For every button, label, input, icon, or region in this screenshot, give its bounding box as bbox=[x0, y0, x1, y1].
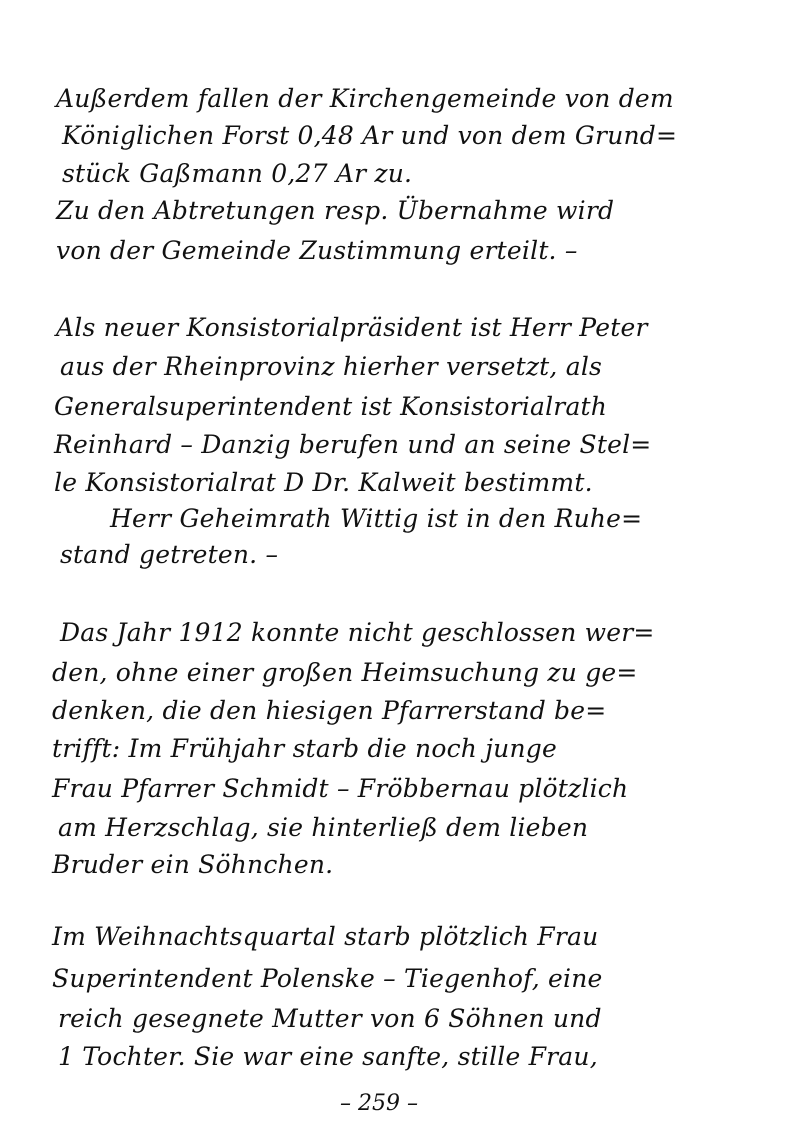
text-line: stück Gaßmann 0,27 Ar zu. bbox=[62, 159, 413, 188]
text-line: reich gesegnete Mutter von 6 Söhnen und bbox=[58, 1004, 602, 1033]
text-line: Herr Geheimrath Wittig ist in den Ruhe= bbox=[110, 504, 643, 533]
page-number: – 259 – bbox=[340, 1091, 418, 1116]
text-line: Das Jahr 1912 konnte nicht geschlossen wer= bbox=[60, 618, 655, 647]
text-line: trifft: Im Frühjahr starb die noch junge bbox=[52, 734, 557, 763]
text-line: Reinhard – Danzig berufen und an seine Stel= bbox=[54, 430, 652, 459]
text-line: von der Gemeinde Zustimmung erteilt. – bbox=[56, 236, 578, 265]
text-line: Frau Pfarrer Schmidt – Fröbbernau plötzlich bbox=[52, 774, 629, 803]
text-line: aus der Rheinprovinz hierher versetzt, als bbox=[60, 352, 603, 381]
text-line: Als neuer Konsistorialpräsident ist Herr Peter bbox=[56, 313, 648, 342]
text-line: Generalsuperintendent ist Konsistorialrath bbox=[54, 392, 608, 421]
text-line: Königlichen Forst 0,48 Ar und von dem Grund= bbox=[62, 121, 678, 150]
text-line: denken, die den hiesigen Pfarrerstand be= bbox=[52, 696, 607, 725]
text-line: Außerdem fallen der Kirchengemeinde von dem bbox=[56, 84, 674, 113]
text-line: stand getreten. – bbox=[60, 540, 279, 569]
text-line: am Herzschlag, sie hinterließ dem lieben bbox=[58, 813, 589, 842]
text-line: Zu den Abtretungen resp. Übernahme wird bbox=[56, 196, 615, 225]
text-line: Im Weihnachtsquartal starb plötzlich Frau bbox=[52, 922, 599, 951]
text-line: Bruder ein Söhnchen. bbox=[52, 850, 334, 879]
text-line: le Konsistorialrat D Dr. Kalweit bestimmt. bbox=[54, 468, 593, 497]
text-line: Superintendent Polenske – Tiegenhof, eine bbox=[52, 964, 603, 993]
text-line: den, ohne einer großen Heimsuchung zu ge= bbox=[52, 658, 638, 687]
text-line: 1 Tochter. Sie war eine sanfte, stille Frau, bbox=[58, 1042, 598, 1071]
